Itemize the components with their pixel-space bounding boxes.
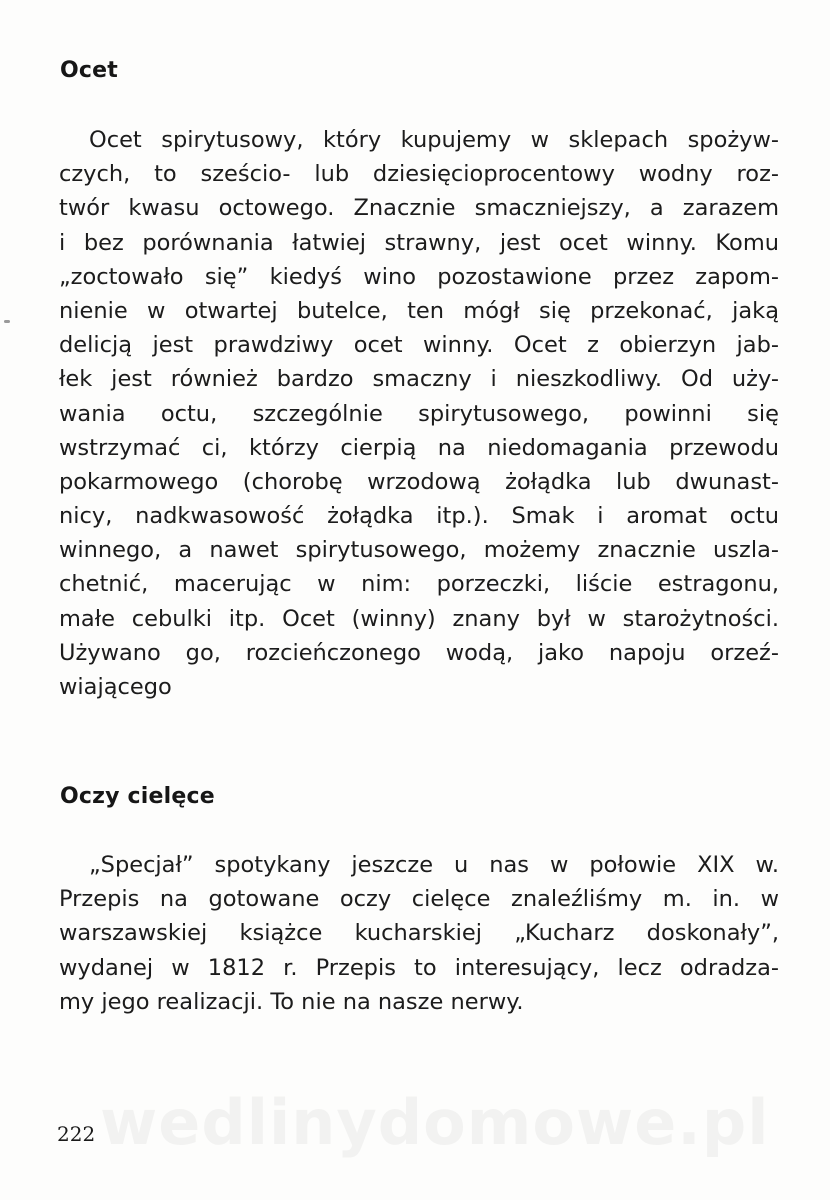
scan-speck bbox=[4, 320, 10, 323]
section-body-oczy-cielece bbox=[59, 848, 779, 1019]
text-line: wstrzymać ci, którzy cierpią na niedomagania przewodu bbox=[59, 434, 779, 461]
text-line: Używano go, rozcieńczonego wodą, jako napoju orzeź- bbox=[59, 639, 779, 666]
page-number: 222 bbox=[57, 1122, 96, 1146]
text-line: delicją jest prawdziwy ocet winny. Ocet z obierzyn jab- bbox=[59, 332, 779, 359]
text-line: twór kwasu octowego. Znacznie smaczniejszy, a zarazem bbox=[59, 195, 779, 222]
watermark: wedlinydomowe.pl bbox=[100, 1086, 770, 1159]
text-line: małe cebulki itp. Ocet (winny) znany był w starożytności. bbox=[59, 605, 779, 632]
text-line: chetnić, macerując w nim: porzeczki, liście estragonu, bbox=[59, 571, 779, 598]
text-line: „zoctowało się” kiedyś wino pozostawione przez zapom- bbox=[59, 263, 779, 290]
text-line: my jego realizacji. To nie na nasze nerwy. bbox=[59, 988, 524, 1015]
text-line: pokarmowego (chorobę wrzodową żołądka lub dwunast- bbox=[59, 468, 779, 495]
text-line: wania octu, szczególnie spirytusowego, powinni się bbox=[59, 400, 779, 427]
text-line: łek jest również bardzo smaczny i nieszkodliwy. Od uży- bbox=[59, 366, 779, 393]
section-heading-ocet: Ocet bbox=[60, 58, 118, 83]
text-line: wydanej w 1812 r. Przepis to interesujący, lecz odradza- bbox=[59, 954, 779, 981]
section-heading-oczy-cielece: Oczy cielęce bbox=[60, 784, 215, 809]
text-line: wiającego bbox=[59, 674, 172, 700]
text-line: i bez porównania łatwiej strawny, jest ocet winny. Komu bbox=[59, 229, 779, 256]
text-line: nienie w otwartej butelce, ten mógł się przekonać, jaką bbox=[59, 297, 779, 324]
text-line: winnego, a nawet spirytusowego, możemy znacznie uszla- bbox=[59, 537, 779, 564]
text-line: warszawskiej książce kucharskiej „Kucharz doskonały”, bbox=[59, 920, 779, 947]
text-line: nicy, nadkwasowość żołądka itp.). Smak i aromat octu bbox=[59, 503, 779, 530]
text-line: „Specjał” spotykany jeszcze u nas w połowie XIX w. bbox=[89, 852, 779, 878]
text-line: czych, to sześcio- lub dziesięcioprocentowy wodny roz- bbox=[59, 161, 779, 188]
text-line: Ocet spirytusowy, który kupujemy w sklepach spożyw- bbox=[89, 127, 779, 153]
text-line: Przepis na gotowane oczy cielęce znaleźliśmy m. in. w bbox=[59, 886, 779, 913]
section-body-ocet bbox=[59, 123, 779, 704]
